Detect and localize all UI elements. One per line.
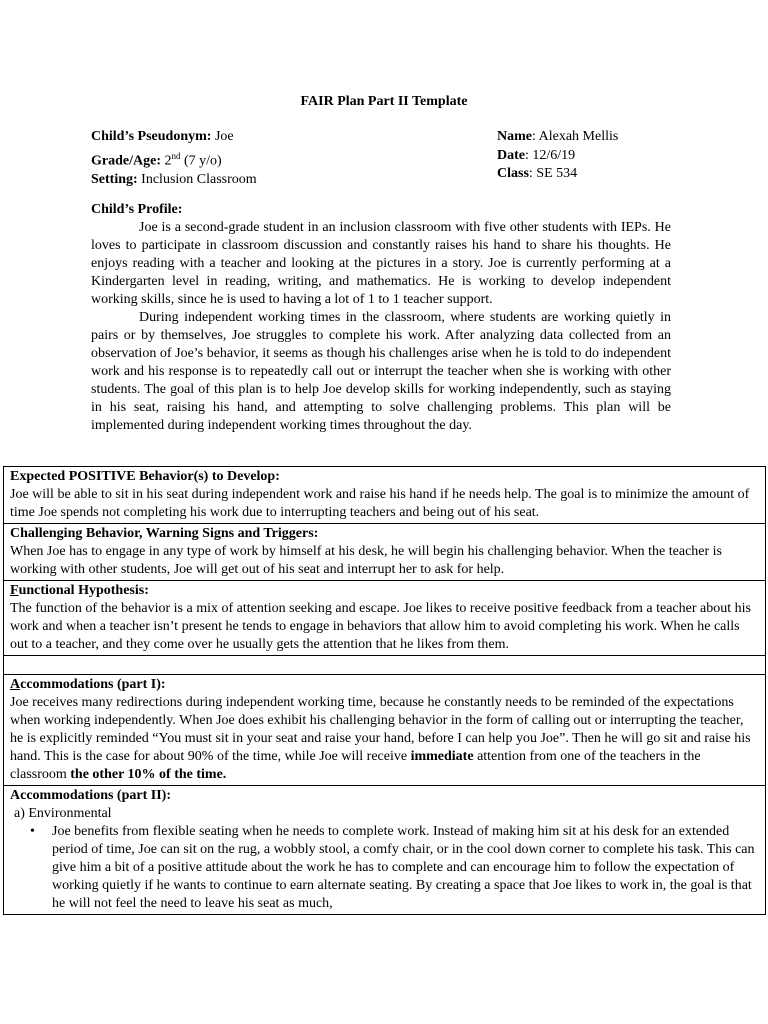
- profile-heading: Child’s Profile:: [91, 202, 183, 217]
- acc1-text-mid: attention from one of the teachers in the classroom: [10, 749, 701, 782]
- environmental-bullet-text: Joe benefits from flexible seating when he needs to complete work. Instead of making him sit at his desk for an extended period of time, Joe can sit on the rug, a wobbly stool, a comfy chair, or in the cool down corner to complete his task. This can give him a bit of a positive attitude about the work he has to complete and can encourage him to follow the expectation of working quietly if he wants to continue to earn alternate seating. By creating a space that Joe likes to work in, the goal is that he will not feel the need to leave his seat as much,: [52, 824, 755, 911]
- acc1-heading-rest: ccommodations (part I):: [20, 677, 166, 692]
- accommodations-part1-text: [10, 694, 759, 784]
- document-title: FAIR Plan Part II Template: [300, 94, 468, 109]
- student-info: [91, 128, 257, 189]
- grade-age-row: [91, 147, 257, 171]
- plan-table: [3, 466, 766, 915]
- accommodations-part2-heading: Accommodations (part II):: [10, 788, 171, 803]
- setting-row: [91, 171, 257, 190]
- accommodations-part1-cell: [4, 675, 765, 786]
- profile-paragraph-2: During independent working times in the classroom, where students are working quietly in pairs or by themselves, Joe struggles to complete his work. After analyzing data collected from an observation of Joe’s behavior, it seems as though his challenges arise when he is told to do independent work and his response is to repeatedly call out or interrupt the teacher when she is working with other students. The goal of this plan is to help Joe develop skills for working independently, such as staying in his seat, raising his hand, and attempting to solve challenging problems. This plan will be implemented during independent working times throughout the day.: [91, 310, 671, 433]
- functional-heading-rest: unctional Hypothesis:: [18, 583, 149, 598]
- functional-hypothesis-heading: [10, 582, 759, 600]
- pseudonym-row: [91, 128, 257, 147]
- grade-suffix: nd: [171, 150, 181, 161]
- class-label: Class: [497, 166, 529, 181]
- class-value: : SE 534: [528, 166, 578, 181]
- functional-hypothesis-text: The function of the behavior is a mix of attention seeking and escape. Joe likes to receive positive feedback from a teacher about his work and when a teacher isn’t present he tends to engage in behaviors that allow him to avoid completing his work. When he calls out to a teacher, and they come over he usually gets the attention that he likes from them.: [10, 601, 751, 652]
- name-label: Name: [497, 129, 532, 144]
- setting-label: Setting:: [91, 171, 138, 187]
- accommodations-part1-heading: [10, 676, 759, 694]
- expected-behavior-text: Joe will be able to sit in his seat during independent work and raise his hand if he needs help. The goal is to minimize the amount of time Joe spends not completing his work due to interrupting teachers and being out of his seat.: [10, 487, 750, 520]
- pseudonym-value: Joe: [211, 129, 234, 144]
- environmental-subheading: a) Environmental: [14, 806, 112, 821]
- bullet-icon: •: [30, 824, 35, 839]
- accommodations-part2-cell: [4, 786, 765, 914]
- child-profile: [91, 201, 671, 435]
- functional-heading-initial: F: [10, 583, 19, 598]
- grade-age-label: Grade/Age:: [91, 153, 161, 169]
- name-value: : Alexah Mellis: [532, 129, 619, 144]
- date-row: [497, 147, 618, 166]
- challenging-behavior-heading: Challenging Behavior, Warning Signs and Triggers:: [10, 526, 319, 541]
- functional-hypothesis-cell: [4, 581, 765, 656]
- grade-value: 2: [160, 153, 172, 169]
- challenging-behavior-cell: [4, 524, 765, 581]
- acc1-text-bold-immediate: immediate: [410, 749, 474, 764]
- setting-value: Inclusion Classroom: [137, 171, 257, 187]
- name-row: [497, 128, 618, 147]
- empty-row: [4, 656, 765, 675]
- profile-paragraph-1: Joe is a second-grade student in an inclusion classroom with five other students with IEPs. He loves to participate in classroom discussion and constantly raises his hand to share his thoughts. He enjoys reading with a teacher and looking at the pictures in a story. Joe is currently performing at a Kindergarten level in reading, writing, and mathematics. He is working to develop independent working skills, since he is used to having a lot of 1 to 1 teacher support.: [91, 220, 671, 307]
- author-info: [497, 128, 618, 184]
- challenging-behavior-text: When Joe has to engage in any type of work by himself at his desk, he will begin his challenging behavior. When the teacher is working with other students, Joe will get out of his seat and interrupt her to ask for help.: [10, 544, 722, 577]
- class-row: [497, 165, 618, 184]
- acc1-text-bold-end: the other 10% of the time.: [70, 767, 227, 782]
- acc1-heading-initial: A: [10, 677, 21, 692]
- acc1-text-main: Joe receives many redirections during independent working time, because he constantly needs to be reminded of the expectations when working independently. When Joe does exhibit his challenging behavior in the form of calling out or interrupting the teacher, he is explicitly reminded “You must sit in your seat and raise your hand, before I can help you Joe”. Then he will go sit and raise his hand. This is the case for about 90% of the time, while Joe will receive: [10, 695, 751, 764]
- age-value: (7 y/o): [180, 153, 222, 169]
- pseudonym-label: Child’s Pseudonym:: [91, 129, 212, 144]
- date-value: : 12/6/19: [525, 147, 576, 163]
- environmental-bullet: [10, 823, 759, 913]
- expected-behavior-heading: Expected POSITIVE Behavior(s) to Develop:: [10, 469, 280, 484]
- date-label: Date: [497, 147, 525, 163]
- expected-behavior-cell: [4, 467, 765, 524]
